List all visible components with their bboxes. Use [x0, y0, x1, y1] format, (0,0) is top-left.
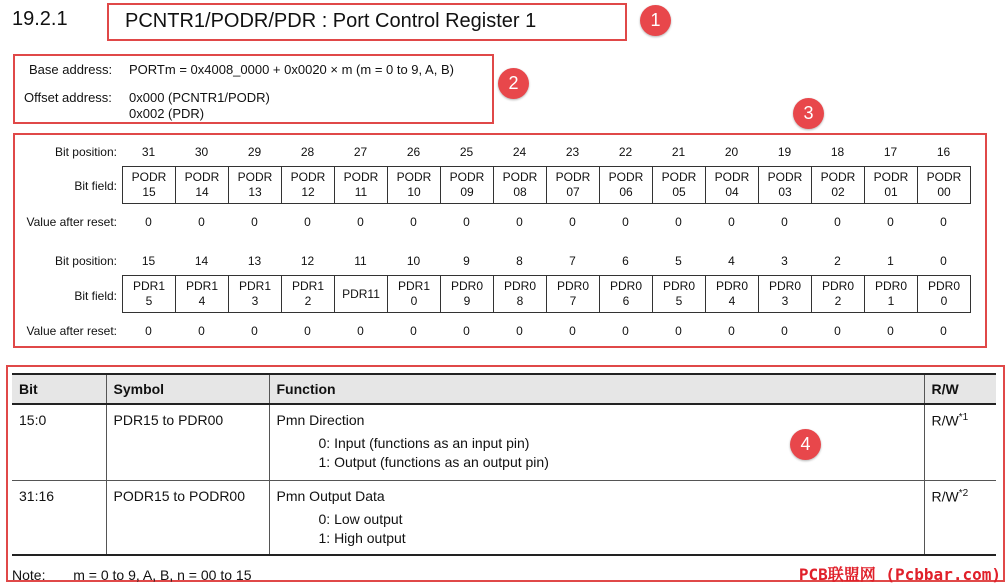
offset-address-value-1: 0x000 (PCNTR1/PODR): [129, 90, 270, 105]
bit-field-cell: PDR0 4: [706, 276, 759, 312]
bit-position: 30: [194, 145, 209, 159]
bit-field-cell: PODR 13: [229, 167, 282, 203]
section-number: 19.2.1: [12, 8, 68, 30]
bit-field-cell: PODR 01: [865, 167, 918, 203]
bit-field-cell: PODR 04: [706, 167, 759, 203]
row-symbol: PDR15 to PDR00: [106, 404, 269, 481]
bit-position: 5: [675, 254, 682, 268]
watermark: PCB联盟网 (Pcbbar.com): [798, 565, 1001, 584]
reset-value: 0: [940, 324, 947, 338]
bit-field-cell: PDR0 2: [812, 276, 865, 312]
rw-value: R/W: [931, 488, 959, 505]
reset-value: 0: [145, 215, 152, 229]
function-options: [277, 510, 917, 548]
page-title: PCNTR1/PODR/PDR : Port Control Register 1: [125, 10, 537, 32]
reset-value: 0: [198, 324, 205, 338]
function-title: Pmn Output Data: [276, 488, 385, 504]
bit-field-cell: PODR 15: [123, 167, 176, 203]
bit-position: 14: [194, 254, 209, 268]
bit-field-cell: PDR0 8: [494, 276, 547, 312]
bit-position: 7: [569, 254, 576, 268]
reset-value: 0: [516, 215, 523, 229]
callout-badge-3: 3: [793, 98, 824, 129]
row-function: [269, 481, 924, 556]
bit-position: 10: [406, 254, 421, 268]
bit-position: 19: [777, 145, 792, 159]
reset-value: 0: [357, 215, 364, 229]
callout-badge-1: 1: [640, 5, 671, 36]
reset-value: 0: [251, 324, 258, 338]
bit-field-cell: PDR0 1: [865, 276, 918, 312]
reset-value: 0: [622, 215, 629, 229]
upper-bit-field-label: Bit field:: [74, 179, 117, 193]
offset-address-value-2: 0x002 (PDR): [129, 106, 205, 121]
bit-field-cell: PODR 14: [176, 167, 229, 203]
bit-field-cell: PDR0 5: [653, 276, 706, 312]
bit-field-cell: PODR 12: [282, 167, 335, 203]
reset-value: 0: [728, 324, 735, 338]
header-bit: Bit: [12, 374, 106, 404]
reset-value: 0: [145, 324, 152, 338]
table-row: [12, 481, 996, 556]
reset-value: 0: [463, 215, 470, 229]
bit-field-cell: PODR 05: [653, 167, 706, 203]
table-row: [12, 404, 996, 481]
reset-value: 0: [304, 215, 311, 229]
reset-value: 0: [410, 215, 417, 229]
lower-reset-label: Value after reset:: [26, 324, 117, 338]
reset-value: 0: [675, 324, 682, 338]
reset-value: 0: [675, 215, 682, 229]
bit-position: 27: [353, 145, 368, 159]
bit-position: 6: [622, 254, 629, 268]
bit-position: 1: [887, 254, 894, 268]
bit-position: 12: [300, 254, 315, 268]
bit-field-cell: PODR 02: [812, 167, 865, 203]
callout-badge-2: 2: [498, 68, 529, 99]
reset-value: 0: [463, 324, 470, 338]
reset-value: 0: [834, 215, 841, 229]
bit-description-table: [12, 373, 996, 556]
reset-value: 0: [516, 324, 523, 338]
function-option: 0: Input (functions as an input pin): [318, 435, 530, 451]
bit-position: 29: [247, 145, 262, 159]
bit-position: 31: [141, 145, 156, 159]
bit-position: 0: [940, 254, 947, 268]
bit-position: 24: [512, 145, 527, 159]
base-address-label: Base address:: [29, 62, 113, 77]
function-option: 0: Low output: [318, 511, 403, 527]
offset-address-label: Offset address:: [24, 90, 112, 105]
upper-reset-label: Value after reset:: [26, 215, 117, 229]
rw-footnote: *1: [958, 412, 969, 423]
bit-field-cell: PODR 11: [335, 167, 388, 203]
header-rw: R/W: [924, 374, 996, 404]
bit-field-cell: PODR 00: [918, 167, 971, 203]
reset-value: 0: [304, 324, 311, 338]
reset-value: 0: [834, 324, 841, 338]
bit-position: 18: [830, 145, 845, 159]
header-function: Function: [269, 374, 924, 404]
row-rw: [924, 404, 996, 481]
header-symbol: Symbol: [106, 374, 269, 404]
bit-field-cell: PODR 07: [547, 167, 600, 203]
bit-field-cell: PDR1 5: [123, 276, 176, 312]
reset-value: 0: [357, 324, 364, 338]
bit-position: 13: [247, 254, 262, 268]
bit-field-cell: PDR0 0: [918, 276, 971, 312]
reset-value: 0: [569, 215, 576, 229]
bit-position: 8: [516, 254, 523, 268]
bit-field-cell: PODR 08: [494, 167, 547, 203]
reset-value: 0: [622, 324, 629, 338]
bit-field-cell: PODR 09: [441, 167, 494, 203]
bit-field-cell: PODR 03: [759, 167, 812, 203]
note-text: m = 0 to 9, A, B, n = 00 to 15: [73, 567, 252, 583]
bit-field-cell: PDR0 7: [547, 276, 600, 312]
bit-position: 9: [463, 254, 470, 268]
row-bit: 31:16: [12, 481, 106, 556]
note-label: Note:: [12, 567, 46, 583]
reset-value: 0: [251, 215, 258, 229]
bit-position: 20: [724, 145, 739, 159]
row-bit: 15:0: [12, 404, 106, 481]
reset-value: 0: [728, 215, 735, 229]
lower-bit-position-label: Bit position:: [54, 254, 117, 268]
bit-field-cell: PODR 10: [388, 167, 441, 203]
bit-field-cell: PDR1 4: [176, 276, 229, 312]
bit-field-cell: PDR11: [335, 276, 388, 312]
footnote: [12, 567, 251, 583]
reset-value: 0: [410, 324, 417, 338]
upper-bit-position-label: Bit position:: [54, 145, 117, 159]
reset-value: 0: [887, 324, 894, 338]
row-function: [269, 404, 924, 481]
bit-position: 28: [300, 145, 315, 159]
base-address-value: PORTm = 0x4008_0000 + 0x0020 × m (m = 0 to 9, A, B): [129, 62, 454, 77]
bit-field-cell: PDR0 9: [441, 276, 494, 312]
function-option: 1: High output: [318, 530, 406, 546]
reset-value: 0: [940, 215, 947, 229]
reset-value: 0: [198, 215, 205, 229]
bit-position: 11: [354, 254, 367, 268]
reset-value: 0: [569, 324, 576, 338]
bit-field-cell: PDR1 0: [388, 276, 441, 312]
bit-position: 17: [883, 145, 898, 159]
rw-footnote: *2: [958, 488, 969, 499]
function-option: 1: Output (functions as an output pin): [318, 454, 549, 470]
bit-position: 22: [618, 145, 633, 159]
reset-value: 0: [887, 215, 894, 229]
function-title: Pmn Direction: [276, 412, 365, 428]
bit-field-cell: PDR1 2: [282, 276, 335, 312]
upper-bit-field-grid: [122, 166, 971, 204]
bit-position: 26: [406, 145, 421, 159]
bit-position: 4: [728, 254, 735, 268]
bit-field-cell: PODR 06: [600, 167, 653, 203]
bit-field-cell: PDR0 3: [759, 276, 812, 312]
reset-value: 0: [781, 215, 788, 229]
row-rw: [924, 481, 996, 556]
table-header-row: [12, 374, 996, 404]
bit-position: 21: [671, 145, 686, 159]
reset-value: 0: [781, 324, 788, 338]
rw-value: R/W: [931, 412, 959, 429]
bit-field-cell: PDR0 6: [600, 276, 653, 312]
bit-field-cell: PDR1 3: [229, 276, 282, 312]
callout-badge-4: 4: [790, 429, 821, 460]
bit-position: 25: [459, 145, 474, 159]
bit-position: 15: [141, 254, 156, 268]
bit-position: 3: [781, 254, 788, 268]
bit-position: 16: [936, 145, 951, 159]
bit-position: 23: [565, 145, 580, 159]
lower-bit-field-grid: [122, 275, 971, 313]
row-symbol: PODR15 to PODR00: [106, 481, 269, 556]
bit-position: 2: [834, 254, 841, 268]
lower-bit-field-label: Bit field:: [74, 289, 117, 303]
